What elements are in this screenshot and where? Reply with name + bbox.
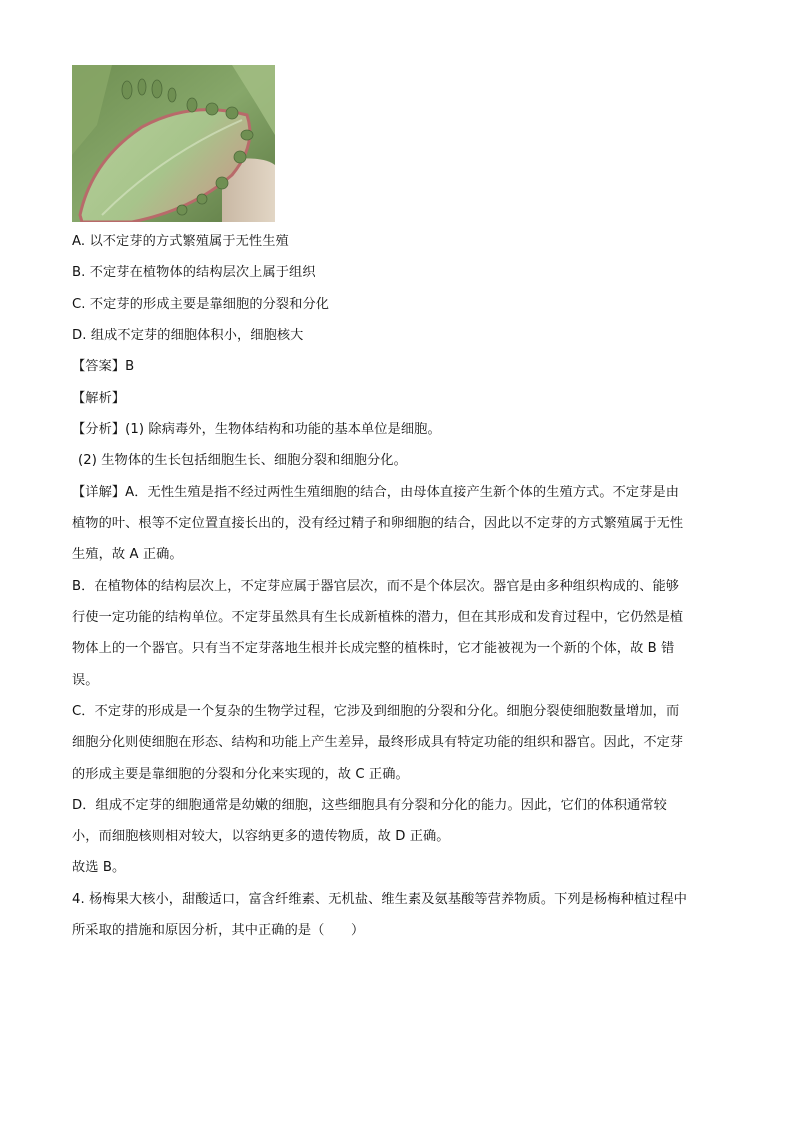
detail-line-3: 生殖，故 A 正确。 — [72, 547, 183, 562]
detail-line-7: 误。 — [72, 673, 99, 688]
detail-line-11: D．组成不定芽的细胞通常是幼嫩的细胞，这些细胞具有分裂和分化的能力。因此，它们的体积通常较 — [72, 798, 667, 813]
question-4-line-2: 所采取的措施和原因分析，其中正确的是（ ） — [72, 923, 365, 938]
detail-line-12: 小，而细胞核则相对较大，以容纳更多的遗传物质，故 D 正确。 — [72, 829, 450, 844]
analysis-line-1: 【分析】(1) 除病毒外，生物体结构和功能的基本单位是细胞。 — [72, 422, 441, 437]
plant-leaf-photo — [72, 65, 275, 222]
detail-line-13: 故选 B。 — [72, 860, 126, 875]
detail-line-6: 物体上的一个器官。只有当不定芽落地生根并长成完整的植株时，它才能被视为一个新的个体，故 B 错 — [72, 641, 675, 656]
detail-line-10: 的形成主要是靠细胞的分裂和分化来实现的，故 C 正确。 — [72, 767, 409, 782]
analysis-heading: 【解析】 — [72, 391, 126, 406]
detail-line-1: 【详解】A．无性生殖是指不经过两性生殖细胞的结合，由母体直接产生新个体的生殖方式。不定芽是由 — [72, 485, 680, 500]
detail-line-2: 植物的叶、根等不定位置直接长出的，没有经过精子和卵细胞的结合，因此以不定芽的方式繁殖属于无性 — [72, 516, 684, 531]
option-d: D. 组成不定芽的细胞体积小，细胞核大 — [72, 328, 304, 343]
detail-line-8: C．不定芽的形成是一个复杂的生物学过程，它涉及到细胞的分裂和分化。细胞分裂使细胞数量增加，而 — [72, 704, 680, 719]
leaf-image — [72, 65, 275, 222]
detail-line-4: B．在植物体的结构层次上，不定芽应属于器官层次，而不是个体层次。器官是由多种组织构成的、能够 — [72, 579, 680, 594]
analysis-line-2: (2) 生物体的生长包括细胞生长、细胞分裂和细胞分化。 — [78, 453, 407, 468]
option-b: B. 不定芽在植物体的结构层次上属于组织 — [72, 265, 316, 280]
answer-line: 【答案】B — [72, 359, 135, 374]
detail-line-5: 行使一定功能的结构单位。不定芽虽然具有生长成新植株的潜力，但在其形成和发育过程中，它仍然是植 — [72, 610, 684, 625]
option-a: A. 以不定芽的方式繁殖属于无性生殖 — [72, 234, 289, 249]
detail-line-9: 细胞分化则使细胞在形态、结构和功能上产生差异，最终形成具有特定功能的组织和器官。因此，不定芽 — [72, 735, 684, 750]
option-c: C. 不定芽的形成主要是靠细胞的分裂和分化 — [72, 297, 330, 312]
question-4-line-1: 4. 杨梅果大核小，甜酸适口，富含纤维素、无机盐、维生素及氨基酸等营养物质。下列是杨梅种植过程中 — [72, 892, 688, 907]
